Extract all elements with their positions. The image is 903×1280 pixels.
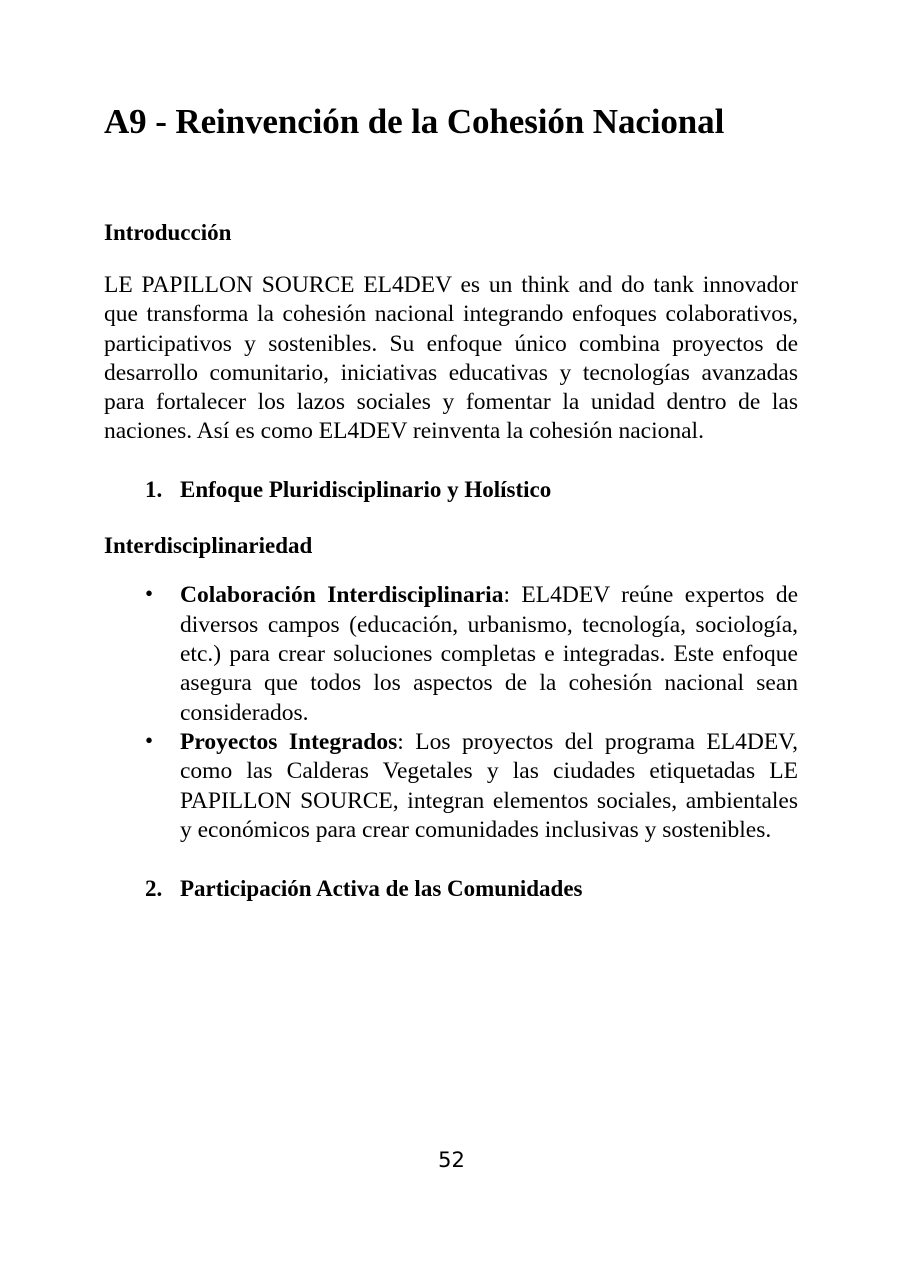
list-item — [104, 728, 798, 845]
numbered-item-1 — [104, 476, 798, 504]
numbered-item-2-label: Participación Activa de las Comunidades — [180, 876, 583, 902]
list-item — [104, 581, 798, 728]
page-title: A9 - Reinvención de la Cohesión Nacional — [104, 102, 725, 141]
list-marker-2: 2. — [145, 876, 163, 902]
bullet-body-text: : Los proyectos del programa EL4DEV, como las Calderas Vegetales y las ciudades etiquetadas LE PAPILLON SOURCE, integran elementos sociales, ambientales y económicos para crear comunidades inclusivas y sostenibles. — [180, 728, 798, 843]
page-content — [104, 0, 798, 903]
bullet-icon: • — [145, 581, 154, 607]
bullet-body-text: : EL4DEV reúne expertos de diversos campos (educación, urbanismo, tecnología, sociología, etc.) para crear soluciones completas e integradas. Este enfoque asegura que todos los aspectos de la cohesión nacional sean considerados. — [180, 582, 798, 726]
numbered-item-1-label: Enfoque Pluridisciplinario y Holístico — [180, 476, 552, 502]
bullet-lead-label: Colaboración Interdisciplinaria — [180, 582, 504, 609]
numbered-list-two — [104, 845, 798, 903]
bullet-list-interdisciplinariedad — [104, 559, 798, 845]
intro-paragraph: LE PAPILLON SOURCE EL4DEV es un think and do tank innovador que transforma la cohesión nacional integrando enfoques colaborativos, participativos y sostenibles. Su enfoque único combina proyectos de desarrollo comunitario, iniciativas educativas y tecnologías avanzadas para fortalecer los lazos sociales y fomentar la unidad dentro de las naciones. Así es como EL4DEV reinventa la cohesión nacional. — [104, 271, 798, 445]
heading-interdisciplinariedad: Interdisciplinariedad — [104, 532, 313, 558]
numbered-list-one — [104, 447, 798, 504]
bullet-lead-label: Proyectos Integrados — [180, 728, 398, 755]
heading-introduccion: Introducción — [104, 220, 232, 246]
list-marker-1: 1. — [145, 476, 163, 502]
numbered-item-2 — [104, 875, 798, 903]
page-number: 52 — [438, 1148, 465, 1172]
bullet-icon: • — [145, 727, 154, 753]
